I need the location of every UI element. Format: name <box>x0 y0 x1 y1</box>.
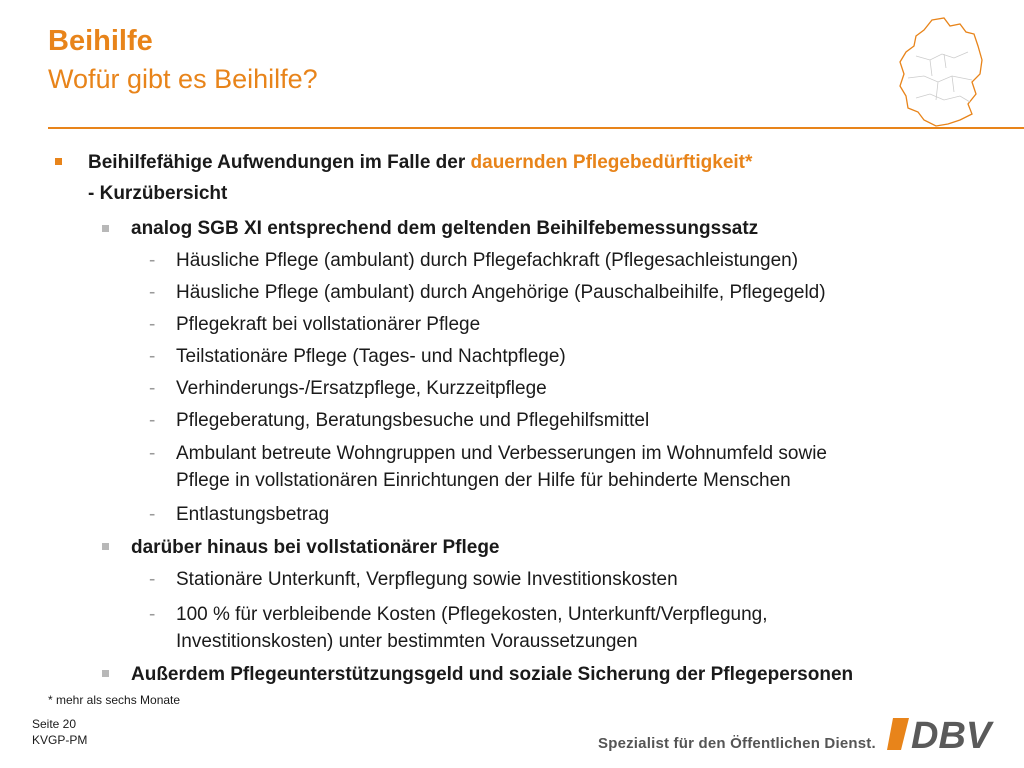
page-number: Seite 20 <box>32 717 77 731</box>
list-item: Häusliche Pflege (ambulant) durch Pflegefachkraft (Pflegesachleistungen) <box>176 250 799 271</box>
dash-icon: - <box>149 504 156 525</box>
footer-slogan: Spezialist für den Öffentlichen Dienst. <box>598 735 876 752</box>
dash-icon: - <box>149 410 156 431</box>
list-item: Teilstationäre Pflege (Tages- und Nachtpflege) <box>176 346 566 367</box>
list-item-continuation: Investitionskosten) unter bestimmten Voraussetzungen <box>176 631 638 652</box>
heading-text: Beihilfefähige Aufwendungen im Falle der <box>88 152 471 173</box>
bullet-square-icon <box>102 543 109 550</box>
dash-icon: - <box>149 604 156 625</box>
section3-label: Außerdem Pflegeunterstützungsgeld und soziale Sicherung der Pflegepersonen <box>131 664 854 685</box>
dash-icon: - <box>149 314 156 335</box>
bullet-square-icon <box>102 225 109 232</box>
list-item: Pflegekraft bei vollstationärer Pflege <box>176 314 481 335</box>
bullet-square-icon <box>55 158 62 165</box>
list-item: Häusliche Pflege (ambulant) durch Angehörige (Pauschalbeihilfe, Pflegegeld) <box>176 282 826 303</box>
dash-icon: - <box>149 569 156 590</box>
germany-map-icon <box>894 16 988 128</box>
dash-icon: - <box>149 443 156 464</box>
list-item: Stationäre Unterkunft, Verpflegung sowie Investitionskosten <box>176 569 678 590</box>
list-item: Entlastungsbetrag <box>176 504 330 525</box>
dash-icon: - <box>149 346 156 367</box>
list-item-continuation: Pflege in vollstationären Einrichtungen der Hilfe für behinderte Menschen <box>176 470 791 491</box>
list-item: Ambulant betreute Wohngruppen und Verbesserungen im Wohnumfeld sowie <box>176 443 827 464</box>
page-subtitle: Wofür gibt es Beihilfe? <box>48 64 318 94</box>
section2-label: darüber hinaus bei vollstationärer Pflege <box>131 537 500 558</box>
dash-icon: - <box>149 282 156 303</box>
dbv-logo <box>887 716 1005 752</box>
header-divider <box>48 127 1024 129</box>
list-item: Pflegeberatung, Beratungsbesuche und Pflegehilfsmittel <box>176 410 650 431</box>
document-code: KVGP-PM <box>32 733 88 747</box>
heading-subline: - Kurzübersicht <box>88 183 228 204</box>
bullet-square-icon <box>102 670 109 677</box>
page-title: Beihilfe <box>48 25 153 57</box>
logo-text: DBV <box>911 716 992 752</box>
list-item: 100 % für verbleibende Kosten (Pflegekosten, Unterkunft/Verpflegung, <box>176 604 768 625</box>
list-item: Verhinderungs-/Ersatzpflege, Kurzzeitpflege <box>176 378 547 399</box>
section1-label: analog SGB XI entsprechend dem geltenden Beihilfebemessungssatz <box>131 218 759 239</box>
dash-icon: - <box>149 250 156 271</box>
main-heading <box>88 151 752 175</box>
footnote: * mehr als sechs Monate <box>48 693 181 707</box>
dash-icon: - <box>149 378 156 399</box>
heading-highlight: dauernden Pflegebedürftigkeit* <box>470 152 753 173</box>
